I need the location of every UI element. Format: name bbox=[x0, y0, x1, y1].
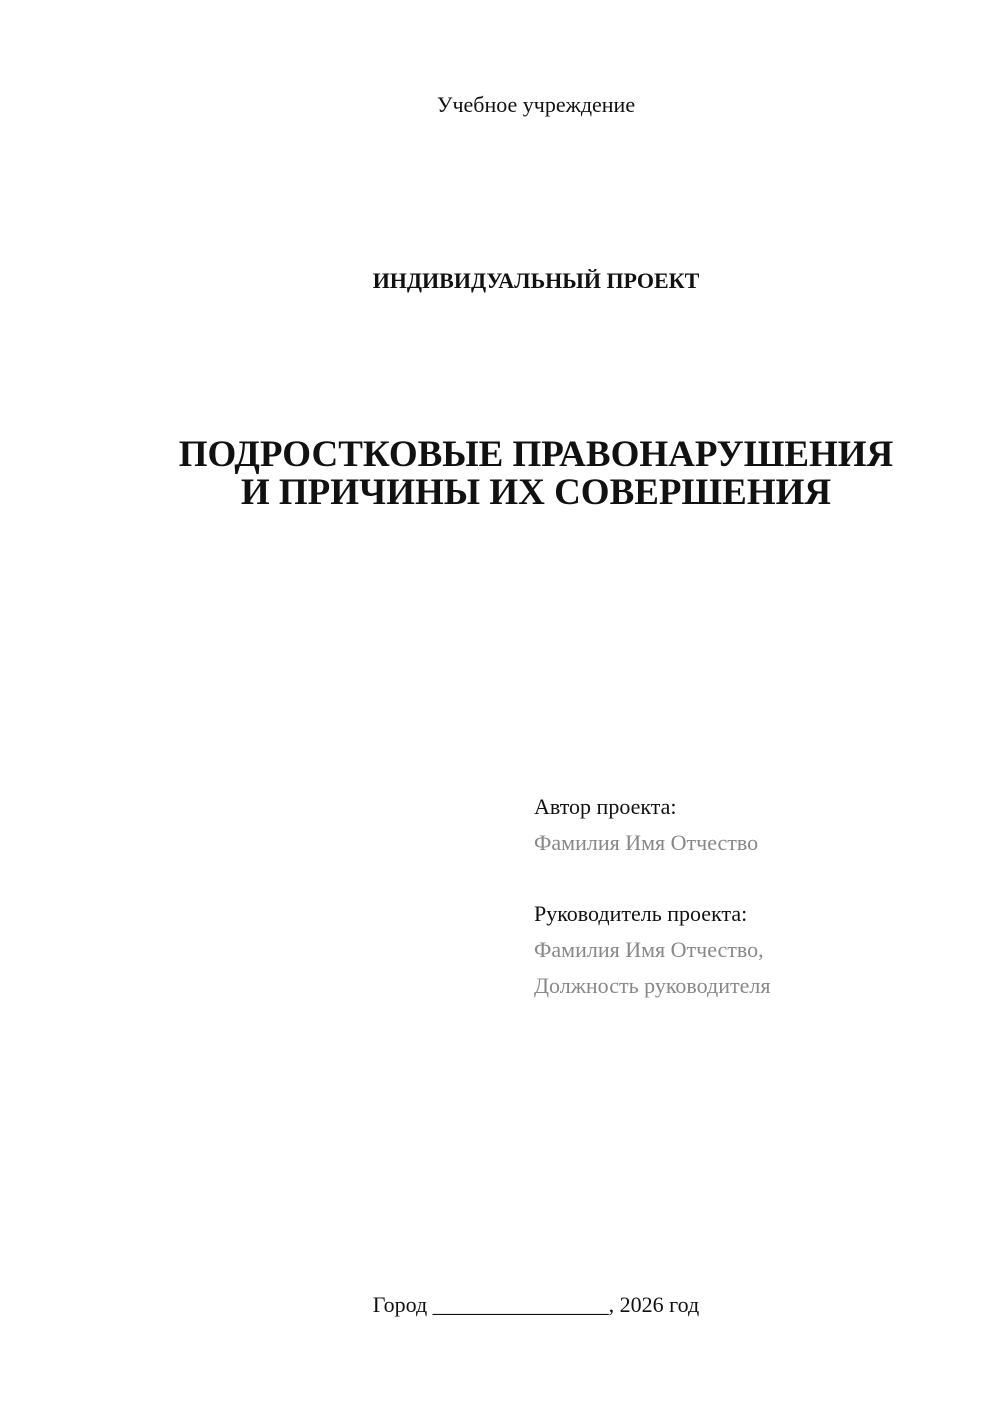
project-info-block bbox=[534, 789, 974, 1004]
project-title-line-2: И ПРИЧИНЫ ИХ СОВЕРШЕНИЯ bbox=[240, 472, 832, 513]
supervisor-label: Руководитель проекта: bbox=[534, 901, 748, 926]
supervisor-position: Должность руководителя bbox=[534, 973, 771, 998]
author-name: Фамилия Имя Отчество bbox=[534, 830, 759, 855]
document-type: ИНДИВИДУАЛЬНЫЙ ПРОЕКТ bbox=[372, 268, 700, 293]
city-year-line: Город ________________, 2026 год bbox=[372, 1292, 700, 1317]
author-label: Автор проекта: bbox=[534, 794, 677, 819]
institution-name: Учебное учреждение bbox=[436, 92, 636, 117]
project-title-line-1: ПОДРОСТКОВЫЕ ПРАВОНАРУШЕНИЯ bbox=[178, 434, 894, 475]
supervisor-name: Фамилия Имя Отчество, bbox=[534, 937, 764, 962]
project-title bbox=[0, 436, 1000, 512]
info-spacer bbox=[534, 861, 974, 896]
